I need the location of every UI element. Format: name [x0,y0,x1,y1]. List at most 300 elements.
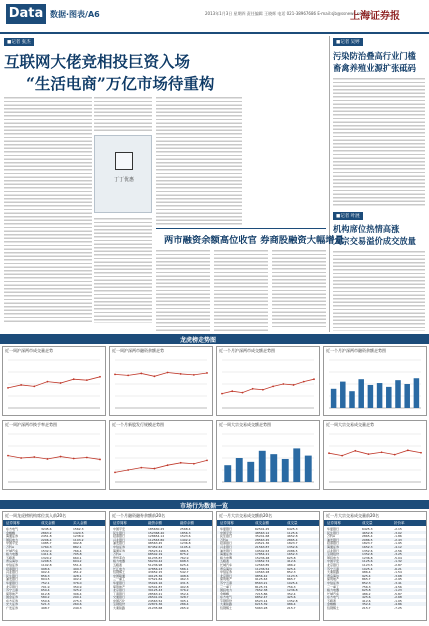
table-cell: 762.9 [180,555,189,560]
chart-svg-4 [325,356,425,414]
table-cell: 1652.3 [287,552,298,557]
table-cell: 350.9 [73,584,82,589]
data-point [47,381,49,383]
data-point [20,384,22,386]
bar [224,465,231,482]
table-cell: -4.86 [394,602,402,607]
data-point [60,456,62,458]
right-bottom-headline-1: 机构席位热情高涨 [333,224,400,234]
table-cell: 499.3 [73,566,82,571]
table-cell: 兴业银行 [6,570,19,575]
chart-svg-1 [4,356,104,414]
table-header-cell: 成交量 [287,521,298,525]
data-point [282,383,284,385]
table-cell: 804.5 [41,577,50,582]
bar [368,385,374,408]
bar [247,462,254,482]
table-cell: -3.02 [394,530,402,535]
table-cell: 1025.4 [287,580,298,585]
table-header-cell: 证券简称 [327,521,341,525]
center-headline: 两市融资余额高位收官 券商股融资大幅增量 [164,235,344,246]
data-point [272,386,274,388]
table-cell: 保利地产 [327,577,340,582]
table-title-4: 近一月大宗交易成交量前20名 [326,513,380,518]
table-cell: 2086.5 [362,537,373,542]
table-cell: 1562.3 [73,527,84,531]
table-cell: 广发证券 [6,606,19,611]
table-cell: 28563.45 [255,537,270,542]
data-point [341,455,343,457]
data-point [303,381,305,383]
table-cell: 28563.21 [148,591,163,596]
table-cell: 贵州茅台 [113,555,126,560]
table-cell: 兴业银行 [220,544,233,549]
table-cell: 国投电力 [327,555,340,560]
table-cell: 1105.4 [180,544,191,549]
table-cell: 招商银行 [327,541,340,546]
left-headline-1: 互联网大佬竞相投巨资入场 [4,52,191,71]
table-cell: 6425.3 [362,527,373,531]
table-cell: 1764.3 [41,544,52,549]
table-cell: 87452.63 [148,544,163,549]
right-top-headline-1: 污染防治叠高行业门槛 [333,51,416,61]
table-cell: 290.1 [73,595,82,600]
data-point [167,372,169,374]
table-cell: 76523.41 [148,548,163,553]
bar [358,379,364,408]
bar [305,456,312,482]
table-row [110,606,212,610]
table-cell: 4652.8 [362,530,373,535]
table-cell: 856.3 [41,573,50,578]
table-cell: 8125.74 [255,584,268,589]
chart-panel-8 [323,420,427,490]
table-cell: 海通证券 [6,534,19,539]
table-cell: 431.5 [180,580,189,585]
table-cell: 保利地产 [6,591,19,596]
table-cell: 1123.5 [362,562,373,567]
table-cell: 56230.42 [148,559,163,564]
center-body-col2 [214,248,268,332]
data-point [328,452,330,454]
table-header-cell: 成交金额 [41,521,55,525]
table-cell: 586.1 [180,566,189,571]
table-cell: 37521.84 [148,577,163,582]
table-cell: 国投电力 [6,537,19,542]
table-cell: 6852.47 [255,595,268,600]
table-cell: 金螳螂 [6,530,16,535]
table-cell: 三一重工 [220,584,233,589]
table-cell: 1236.8 [180,541,191,546]
table-cell: 1856.3 [180,530,191,535]
table-cell: 金螳螂 [220,591,230,596]
table-cell: 苏宁云商 [327,566,340,571]
table-cell: 352.4 [287,591,296,596]
series-line [222,379,314,393]
data-point [99,376,101,378]
table-cell: 1411.6 [41,552,52,557]
chart-svg-5 [4,430,104,488]
table-cell: 2206.4 [41,537,52,542]
left-headline-2: “生活电商”万亿市场待重构 [26,74,215,93]
data-point [86,379,88,381]
left-article-body-col2b [94,216,152,323]
table-cell: 22874.36 [148,602,163,607]
table-cell: 2568.4 [180,527,191,531]
chart-panel-3 [216,346,320,416]
table-cell: 550.6 [41,598,50,603]
bar [349,391,355,408]
table-cell: -5.04 [394,555,402,560]
table-cell: 286.4 [180,602,189,607]
table-cell: 万科A [6,544,15,549]
table-cell: 7215.86 [255,591,268,596]
left-article-body-col1 [4,95,92,323]
right-top-body [333,76,425,208]
table-cell: 三一重工 [327,584,340,589]
issue-date: 2013年1月3日 星期四 责任编辑 王晓辉 电话 021-38967686 E-mail:sjb@ssnews.com.cn [205,11,372,16]
table-cell: 东方电气 [6,527,19,531]
table-cell: 542.7 [180,570,189,575]
table-cell: 992.8 [73,541,82,546]
table-cell: 425.6 [287,595,296,600]
table-cell: 兴业银行 [327,548,340,553]
table-cell: 13652.74 [255,559,270,564]
table-cell: 6425.3 [287,527,298,531]
table-cell: -2.56 [394,548,402,553]
data-point [206,460,208,462]
table-cell: 长城汽车 [220,562,233,567]
table-cell: 万科A [220,537,229,542]
data-point [354,450,356,452]
left-article-body-col2a [94,95,152,133]
data-point [60,382,62,384]
table-panel-1 [2,511,106,621]
data-point [262,389,264,391]
bar [270,454,277,482]
series-line [8,377,100,388]
table-rows-2 [110,527,212,610]
table-cell: 425.6 [362,595,371,600]
table-cell: 大秦铁路 [220,602,233,607]
chart-panel-1 [2,346,106,416]
table-cell: 1103.2 [73,537,84,542]
table-cell: 998.6 [41,566,50,571]
table-cell: 1236.8 [287,588,298,593]
table-cell: 北京银行 [6,584,19,589]
data-point [231,390,233,392]
table-cell: 1652.3 [362,544,373,549]
table-cell: 17854.21 [255,552,270,557]
table-cell: 98563.45 [148,541,163,546]
table-header-cell: 成交量 [362,521,373,525]
table-cell: 660.1 [73,555,82,560]
table-cell: 498.6 [180,573,189,578]
chart-svg-8 [325,430,425,488]
table-cell: 925.4 [287,566,296,571]
table-cell: -3.41 [394,580,402,585]
bar [331,389,337,408]
table-cell: 352.4 [180,591,189,596]
data-point [33,386,35,388]
table-cell: 249.3 [73,606,82,611]
table-cell: 北京银行 [327,562,340,567]
right-bottom-body [333,249,425,331]
table-cell: 万科A [113,552,122,557]
table-header-cell: 融资余额 [148,521,162,525]
table-cell: 五粮液 [113,562,123,567]
right-top-headline-2: 畜禽养殖业源扩张砥码 [333,63,416,73]
chart-panel-5 [2,420,106,490]
table-cell: 青岛海尔 [6,559,19,564]
table-cell: 1352.6 [362,548,373,553]
table-cell: 中信证券 [220,570,233,575]
chart-title-1: 近一周沪深两市成交量走势 [5,348,53,353]
table-cell: 185630.25 [148,527,165,531]
table-cell: 1352.6 [287,544,298,549]
table-cell: 宝钢股份 [327,552,340,557]
table-cell: 1102.8 [41,562,52,567]
table-cell: 国金证券 [6,595,19,600]
table-header-cell: 证券简称 [220,521,234,525]
table-cell: -2.95 [394,577,402,582]
table-cell: 486.2 [362,591,371,596]
table-cell: 756.3 [362,584,371,589]
table-cell: 625.8 [362,588,371,593]
table-cell: 华夏银行 [6,580,19,585]
table-rows-4 [324,527,426,610]
table-cell: 451.2 [73,570,82,575]
table-cell: 352.4 [362,602,371,607]
table-cell: 包钢稀土 [113,570,126,575]
data-point [99,459,101,461]
table-cell: -2.87 [394,562,402,567]
table-cell: 招商银行 [6,566,19,571]
table-header-cell: 证券简称 [113,521,127,525]
band-tables-label: 市场行为数据一览 [180,503,229,510]
table-cell: 698.3 [180,559,189,564]
table-cell: 苏宁云商 [220,580,233,585]
table-cell: 986.5 [180,548,189,553]
chart-panel-7 [216,420,320,490]
table-cell: -2.43 [394,537,402,542]
bar [386,387,392,408]
table-cell: 浦发银行 [220,548,233,553]
table-cell: 128654.12 [148,534,165,539]
table-cell: 海通证券 [220,552,233,557]
table-cell: 招商银行 [113,534,126,539]
table-cell: 68542.19 [148,552,163,557]
table-cell: 中国平安 [220,530,233,535]
table-cell: 986.4 [362,570,371,575]
table-cell: -2.15 [394,527,402,531]
data-point [368,453,370,455]
table-cell: 35241.68 [255,534,270,539]
table-cell: 1236.8 [362,555,373,560]
column-divider [329,36,330,332]
table-cell: 华夏银行 [327,527,340,531]
table-cell: 中信证券 [113,544,126,549]
data-point [193,374,195,376]
table-cell: 五粮液 [6,555,16,560]
page-header [0,0,429,34]
table-row [3,606,105,610]
table-cell: 604.2 [73,559,82,564]
table-cell: 金螳螂 [327,602,337,607]
table-cell: 五粮液 [327,598,337,603]
table-cell: -1.05 [394,598,402,603]
table-cell: 东方电气 [327,595,340,600]
left-article-body-col3 [156,95,242,225]
table-cell: 青岛海尔 [220,566,233,571]
table-panel-2 [109,511,213,621]
table-cell: 852.3 [362,580,371,585]
table-cell: -2.68 [394,595,402,600]
table-cell: 650.4 [41,588,50,593]
data-point [420,452,422,454]
table-cell: 865.7 [362,577,371,582]
table-title-3: 近一月大宗交易成交额前20名 [219,513,273,518]
bar [282,459,289,482]
table-cell: 1985.7 [41,541,52,546]
data-point [73,378,75,380]
table-cell: 2865.4 [287,537,298,542]
table-cell: 61235.87 [148,555,163,560]
table-cell: 海通证券 [113,548,126,553]
table-cell: 保利地产 [220,577,233,582]
series-line [329,450,421,455]
table-cell: 华夏银行 [113,580,126,585]
right-bottom-tag: ■记者 叶展 [333,212,363,220]
chart-title-2: 近一周沪深两市融资余额走势 [112,348,164,353]
table-cell: 9856.42 [255,573,268,578]
table-cell: 中信证券 [6,562,19,567]
table-cell: 1523.6 [180,534,191,539]
chart-svg-6 [111,430,211,488]
table-cell: 1352.8 [287,598,298,603]
table-cell: 402.2 [73,577,82,582]
table-cell: 766.4 [73,548,82,553]
chart-panel-4 [323,346,427,416]
table-cell: 852.3 [287,570,296,575]
bar [377,383,383,408]
table-header-cell: 融券余额 [180,521,194,525]
table-cell: 10563.28 [255,570,270,575]
bar [395,380,401,408]
table-cell: 保利地产 [113,584,126,589]
table-cell: 152368.40 [148,530,165,535]
table-cell: 中国平安 [113,527,126,531]
table-cell: 北京银行 [113,588,126,593]
table-cell: 62541.25 [255,527,270,531]
table-cell: 551.4 [73,562,82,567]
table-cell: 328.7 [180,595,189,600]
table-cell: 498.7 [41,606,50,611]
data-point [127,469,129,471]
data-point [140,373,142,375]
table-cell: -1.23 [394,588,402,593]
table-cell: 412.6 [287,559,296,564]
data-point [221,393,223,395]
table-cell: 6523.14 [255,598,268,603]
table-cell: -5.87 [394,591,402,596]
section-band-charts [0,334,429,344]
table-header-4 [324,520,426,526]
table-cell: 五粮液 [220,559,230,564]
data-point [140,467,142,469]
data-point [381,451,383,453]
table-panel-4 [323,511,427,621]
table-cell: 6215.39 [255,602,268,607]
table-cell: 格力电器 [327,588,340,593]
data-point [7,455,9,457]
table-cell: 19542.63 [255,548,270,553]
table-cell: -4.56 [394,584,402,589]
data-point [293,384,295,386]
table-cell: 11236.54 [255,566,270,571]
data-point [242,392,244,394]
table-cell: 305.1 [180,598,189,603]
table-cell: 865.7 [287,577,296,582]
table-cell: 4652.8 [287,534,298,539]
table-panel-3 [216,511,320,621]
chart-title-8: 近一周大宗交易成交量走势 [326,422,374,427]
table-cell: 苏宁云商 [6,588,19,593]
table-cell: 招商银行 [220,541,233,546]
table-cell: 民生银行 [113,530,126,535]
bar [414,378,420,408]
table-cell: 265.9 [180,606,189,611]
table-cell: 30125.43 [148,588,163,593]
table-rows-1 [3,527,105,610]
table-cell: 3245.6 [41,527,52,531]
table-rows-3 [217,527,319,610]
table-cell: 51236.98 [148,562,163,567]
data-point [86,457,88,459]
table-cell: 625.8 [287,555,296,560]
table-header-3 [217,520,319,526]
table-cell: 万科A [327,534,336,539]
table-cell: 1025.4 [362,566,373,571]
bar [340,382,346,408]
table-cell: 306.4 [73,591,82,596]
data-point [252,388,254,390]
table-cell: 5963.28 [255,606,268,611]
table-cell: 705.8 [73,552,82,557]
bar [293,448,300,482]
shopping-bag-icon [115,152,133,170]
table-cell: 2863.2 [41,530,52,535]
table-cell: 462.3 [180,577,189,582]
table-cell: 中国石化 [113,598,126,603]
table-cell: 1823.7 [287,541,298,546]
table-cell: 大秦铁路 [327,570,340,575]
table-cell: 21563.87 [255,544,270,549]
photo-caption: 丁丁优惠 [113,177,134,183]
section-band-tables [0,500,429,509]
data-point [20,457,22,459]
table-cell: 兴业银行 [113,537,126,542]
table-cell: 宝钢股份 [220,598,233,603]
chart-svg-3 [218,356,318,414]
bar [259,451,266,482]
table-cell: 长江电力 [113,566,126,571]
table-row [217,606,319,610]
table-cell: 486.2 [287,562,296,567]
table-cell: 1125.6 [362,559,373,564]
data-point [47,458,49,460]
table-cell: 32541.87 [148,584,163,589]
